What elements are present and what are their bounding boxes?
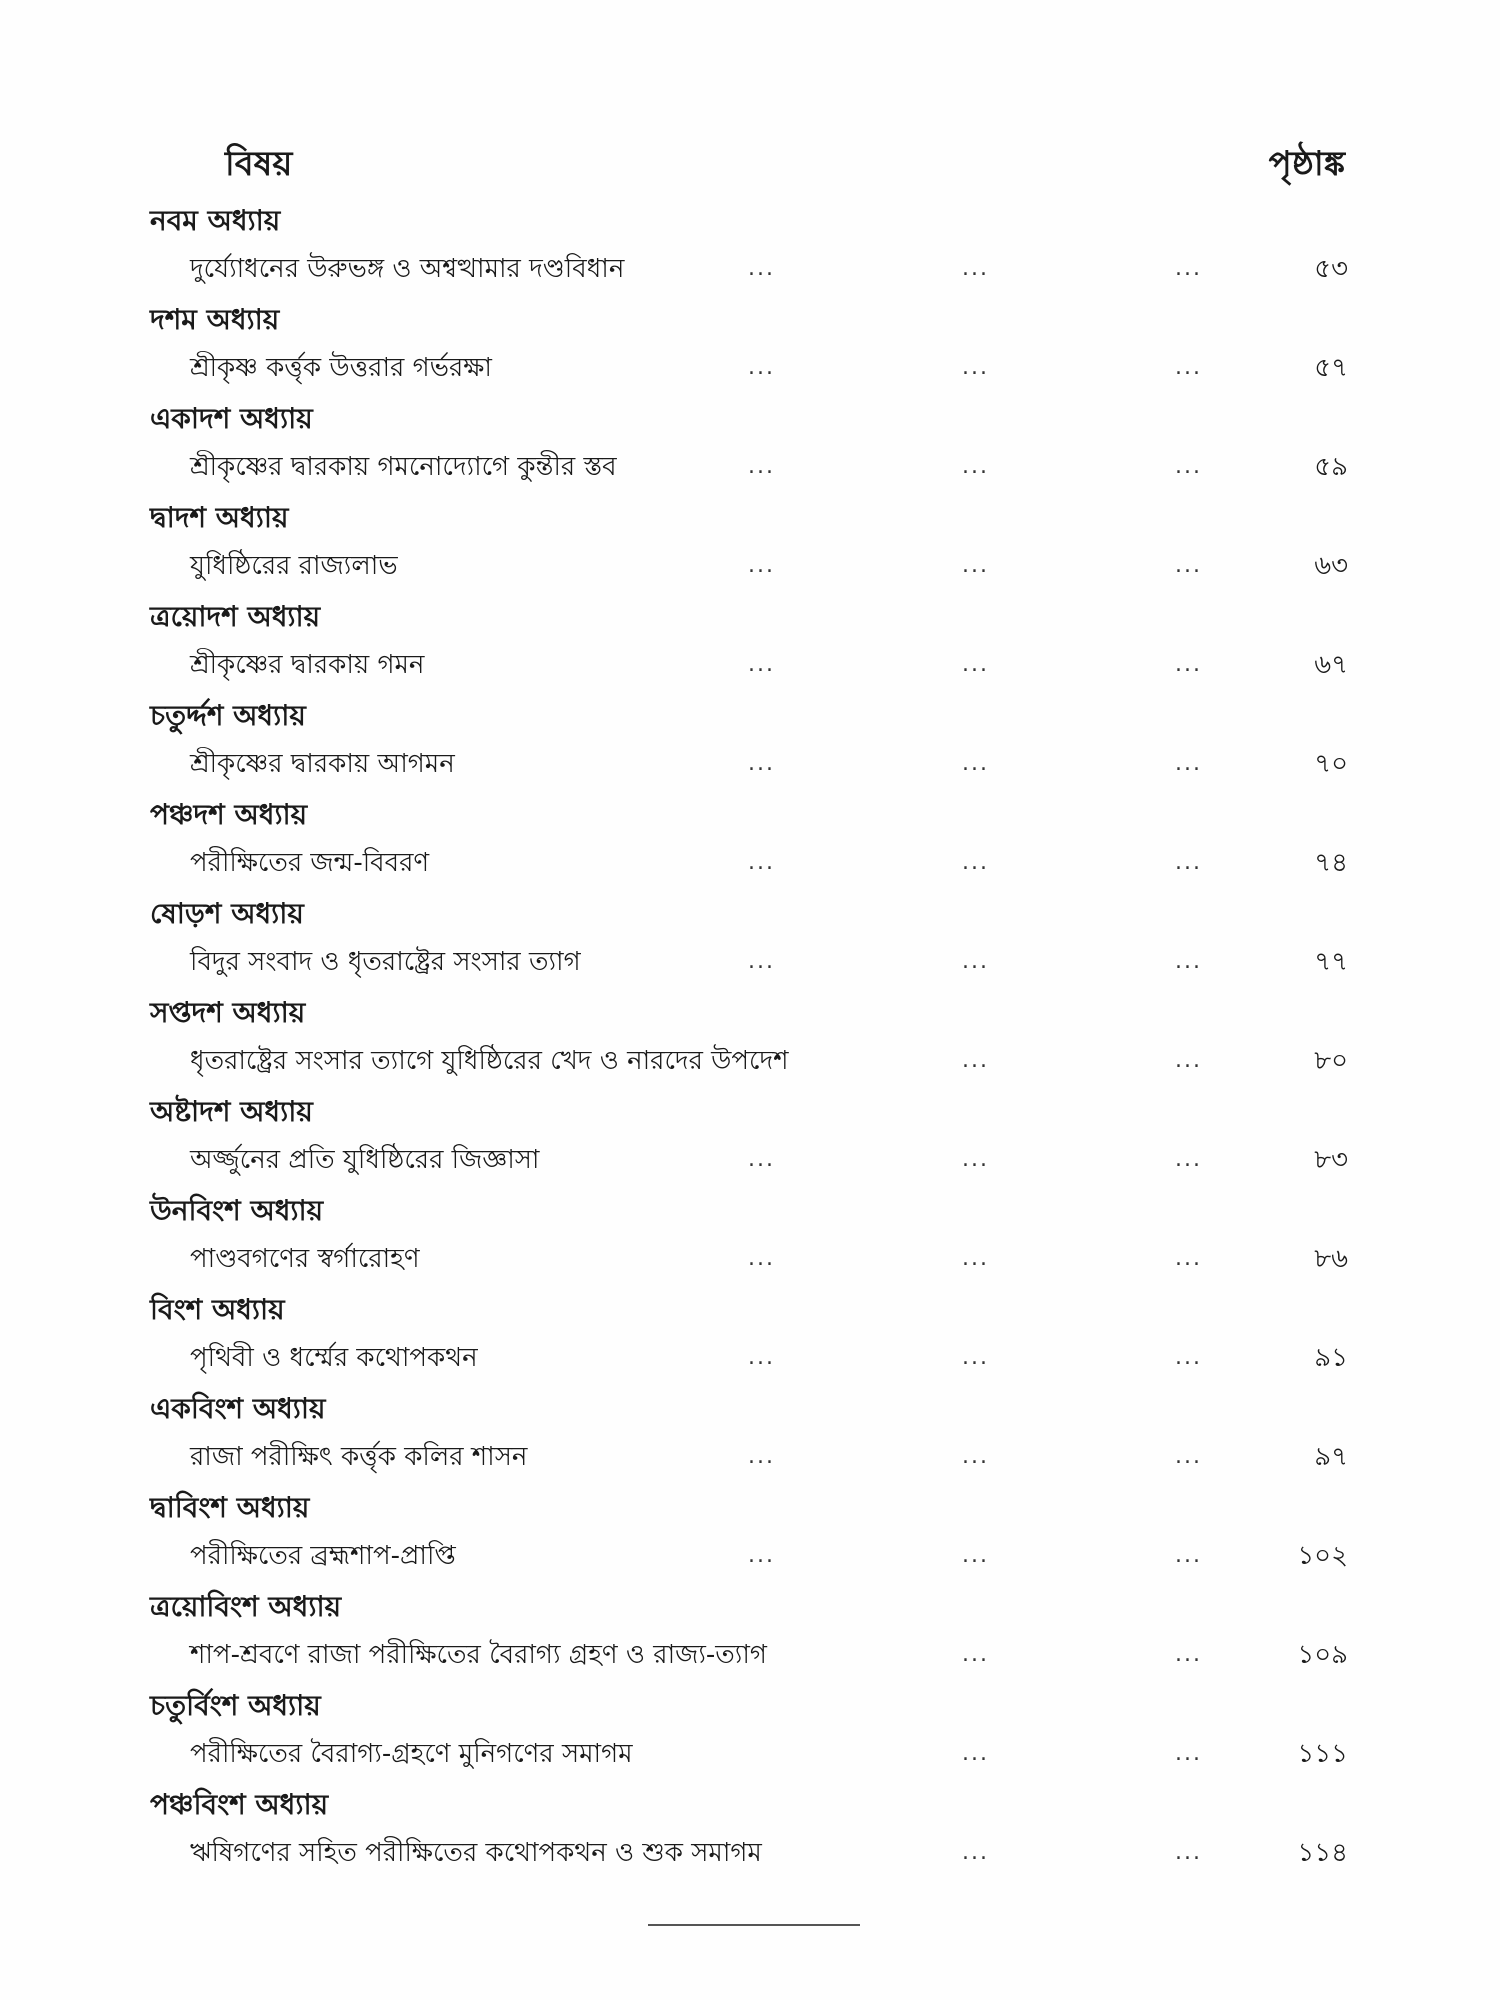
toc-chapter xyxy=(0,1683,1500,1782)
entry-title: শ্রীকৃষ্ণের দ্বারকায় গমনোদ্যোগে কুন্তীর স্তব xyxy=(190,452,617,482)
chapter-title: উনবিংশ অধ্যায় xyxy=(150,1194,324,1227)
toc-entry xyxy=(0,1830,1500,1876)
toc-entry xyxy=(0,1137,1500,1183)
entry-page-number: ৬৩ xyxy=(1314,551,1348,581)
toc-chapter xyxy=(0,990,1500,1089)
toc-entry xyxy=(0,642,1500,688)
leader-dots: ... xyxy=(962,1345,989,1370)
entry-page-number: ১০২ xyxy=(1297,1541,1348,1571)
entry-page-number: ৫৭ xyxy=(1314,353,1348,383)
leader-dots: ... xyxy=(748,1543,775,1568)
chapter-title: চতুর্দ্দশ অধ্যায় xyxy=(150,699,306,732)
entry-page-number: ৮৬ xyxy=(1314,1244,1348,1274)
toc-chapter xyxy=(0,1584,1500,1683)
chapter-title: ত্রয়োদশ অধ্যায় xyxy=(150,600,321,633)
toc-chapter xyxy=(0,1287,1500,1386)
toc-chapter xyxy=(0,1782,1500,1881)
entry-title: ঋষিগণের সহিত পরীক্ষিতের কথোপকথন ও শুক সমাগম xyxy=(190,1838,762,1868)
leader-dots: ... xyxy=(962,751,989,776)
leader-dots: ... xyxy=(1175,454,1202,479)
leader-dots: ... xyxy=(1175,553,1202,578)
leader-dots: ... xyxy=(962,454,989,479)
toc-entry xyxy=(0,345,1500,391)
toc-entry xyxy=(0,1335,1500,1381)
entry-title: বিদুর সংবাদ ও ধৃতরাষ্ট্রের সংসার ত্যাগ xyxy=(190,947,581,977)
leader-dots: ... xyxy=(1175,1147,1202,1172)
leader-dots: ... xyxy=(962,1444,989,1469)
table-of-contents xyxy=(0,198,1500,1881)
entry-title: পরীক্ষিতের জন্ম-বিবরণ xyxy=(190,848,430,878)
toc-entry xyxy=(0,1533,1500,1579)
entry-title: শাপ-শ্রবণে রাজা পরীক্ষিতের বৈরাগ্য গ্রহণ ও রাজ্য-ত্যাগ xyxy=(190,1640,767,1670)
toc-entry xyxy=(0,840,1500,886)
toc-chapter xyxy=(0,792,1500,891)
chapter-title: পঞ্চবিংশ অধ্যায় xyxy=(150,1788,329,1821)
entry-page-number: ১১১ xyxy=(1297,1739,1348,1769)
toc-header xyxy=(225,138,1345,188)
leader-dots: ... xyxy=(1175,751,1202,776)
toc-chapter xyxy=(0,891,1500,990)
toc-chapter xyxy=(0,1188,1500,1287)
toc-entry xyxy=(0,1632,1500,1678)
leader-dots: ... xyxy=(1175,1642,1202,1667)
chapter-title: ত্রয়োবিংশ অধ্যায় xyxy=(150,1590,342,1623)
chapter-title: পঞ্চদশ অধ্যায় xyxy=(150,798,308,831)
leader-dots: ... xyxy=(748,553,775,578)
entry-title: শ্রীকৃষ্ণের দ্বারকায় আগমন xyxy=(190,749,455,779)
leader-dots: ... xyxy=(962,1840,989,1865)
leader-dots: ... xyxy=(1175,1543,1202,1568)
leader-dots: ... xyxy=(748,1147,775,1172)
toc-chapter xyxy=(0,198,1500,297)
entry-page-number: ৬৭ xyxy=(1314,650,1348,680)
entry-title: অর্জ্জুনের প্রতি যুধিষ্ঠিরের জিজ্ঞাসা xyxy=(190,1145,540,1175)
leader-dots: ... xyxy=(962,652,989,677)
leader-dots: ... xyxy=(962,949,989,974)
leader-dots: ... xyxy=(1175,1345,1202,1370)
leader-dots: ... xyxy=(1175,850,1202,875)
chapter-title: চতুর্বিংশ অধ্যায় xyxy=(150,1689,321,1722)
chapter-title: ষোড়শ অধ্যায় xyxy=(150,897,304,930)
entry-page-number: ৮৩ xyxy=(1314,1145,1348,1175)
leader-dots: ... xyxy=(962,1147,989,1172)
toc-entry xyxy=(0,1434,1500,1480)
leader-dots: ... xyxy=(748,355,775,380)
entry-title: পাণ্ডবগণের স্বর্গারোহণ xyxy=(190,1244,420,1274)
page-number-column-heading: পৃষ্ঠাঙ্ক xyxy=(1268,144,1345,184)
entry-page-number: ৫৩ xyxy=(1314,254,1348,284)
leader-dots: ... xyxy=(1175,1840,1202,1865)
chapter-title: একবিংশ অধ্যায় xyxy=(150,1392,326,1425)
entry-title: ধৃতরাষ্ট্রের সংসার ত্যাগে যুধিষ্ঠিরের খেদ ও নারদের উপদেশ xyxy=(190,1046,789,1076)
chapter-title: অষ্টাদশ অধ্যায় xyxy=(150,1095,313,1128)
entry-title: পরীক্ষিতের ব্রহ্মশাপ-প্রাপ্তি xyxy=(190,1541,456,1571)
footer-divider xyxy=(648,1924,860,1926)
entry-page-number: ৭৭ xyxy=(1314,947,1348,977)
toc-chapter xyxy=(0,1386,1500,1485)
leader-dots: ... xyxy=(1175,256,1202,281)
entry-title: যুধিষ্ঠিরের রাজ্যলাভ xyxy=(190,551,398,581)
leader-dots: ... xyxy=(748,454,775,479)
entry-page-number: ৭৪ xyxy=(1314,848,1348,878)
toc-entry xyxy=(0,246,1500,292)
chapter-title: নবম অধ্যায় xyxy=(150,204,281,237)
leader-dots: ... xyxy=(962,1642,989,1667)
entry-title: শ্রীকৃষ্ণের দ্বারকায় গমন xyxy=(190,650,425,680)
leader-dots: ... xyxy=(1175,1741,1202,1766)
entry-page-number: ১০৯ xyxy=(1297,1640,1348,1670)
entry-title: রাজা পরীক্ষিৎ কর্ত্তৃক কলির শাসন xyxy=(190,1442,528,1472)
leader-dots: ... xyxy=(962,553,989,578)
leader-dots: ... xyxy=(748,1345,775,1370)
entry-page-number: ৯১ xyxy=(1314,1343,1348,1373)
chapter-title: একাদশ অধ্যায় xyxy=(150,402,313,435)
toc-entry xyxy=(0,939,1500,985)
chapter-title: দশম অধ্যায় xyxy=(150,303,280,336)
toc-chapter xyxy=(0,693,1500,792)
leader-dots: ... xyxy=(1175,355,1202,380)
toc-chapter xyxy=(0,1089,1500,1188)
leader-dots: ... xyxy=(962,1048,989,1073)
leader-dots: ... xyxy=(748,652,775,677)
leader-dots: ... xyxy=(1175,1444,1202,1469)
chapter-title: দ্বাদশ অধ্যায় xyxy=(150,501,289,534)
leader-dots: ... xyxy=(1175,949,1202,974)
leader-dots: ... xyxy=(748,1444,775,1469)
toc-entry xyxy=(0,741,1500,787)
subject-column-heading: বিষয় xyxy=(225,144,293,184)
toc-chapter xyxy=(0,594,1500,693)
leader-dots: ... xyxy=(748,751,775,776)
entry-page-number: ৮০ xyxy=(1314,1046,1348,1076)
entry-title: শ্রীকৃষ্ণ কর্ত্তৃক উত্তরার গর্ভরক্ষা xyxy=(190,353,492,383)
leader-dots: ... xyxy=(1175,652,1202,677)
leader-dots: ... xyxy=(1175,1246,1202,1271)
leader-dots: ... xyxy=(748,256,775,281)
chapter-title: বিংশ অধ্যায় xyxy=(150,1293,285,1326)
entry-page-number: ৭০ xyxy=(1314,749,1348,779)
leader-dots: ... xyxy=(748,1246,775,1271)
toc-chapter xyxy=(0,1485,1500,1584)
toc-entry xyxy=(0,444,1500,490)
entry-title: পৃথিবী ও ধর্ম্মের কথোপকথন xyxy=(190,1343,478,1373)
toc-chapter xyxy=(0,396,1500,495)
chapter-title: দ্বাবিংশ অধ্যায় xyxy=(150,1491,310,1524)
leader-dots: ... xyxy=(748,850,775,875)
entry-page-number: ১১৪ xyxy=(1297,1838,1348,1868)
toc-entry xyxy=(0,1038,1500,1084)
leader-dots: ... xyxy=(962,355,989,380)
toc-entry xyxy=(0,543,1500,589)
toc-chapter xyxy=(0,495,1500,594)
toc-entry xyxy=(0,1236,1500,1282)
entry-title: দুর্য্যোধনের উরুভঙ্গ ও অশ্বত্থামার দণ্ডবিধান xyxy=(190,254,625,284)
leader-dots: ... xyxy=(962,1246,989,1271)
leader-dots: ... xyxy=(748,949,775,974)
entry-page-number: ৫৯ xyxy=(1314,452,1348,482)
leader-dots: ... xyxy=(962,850,989,875)
leader-dots: ... xyxy=(962,1741,989,1766)
leader-dots: ... xyxy=(962,256,989,281)
toc-chapter xyxy=(0,297,1500,396)
entry-page-number: ৯৭ xyxy=(1314,1442,1348,1472)
entry-title: পরীক্ষিতের বৈরাগ্য-গ্রহণে মুনিগণের সমাগম xyxy=(190,1739,633,1769)
toc-entry xyxy=(0,1731,1500,1777)
leader-dots: ... xyxy=(962,1543,989,1568)
leader-dots: ... xyxy=(1175,1048,1202,1073)
chapter-title: সপ্তদশ অধ্যায় xyxy=(150,996,306,1029)
